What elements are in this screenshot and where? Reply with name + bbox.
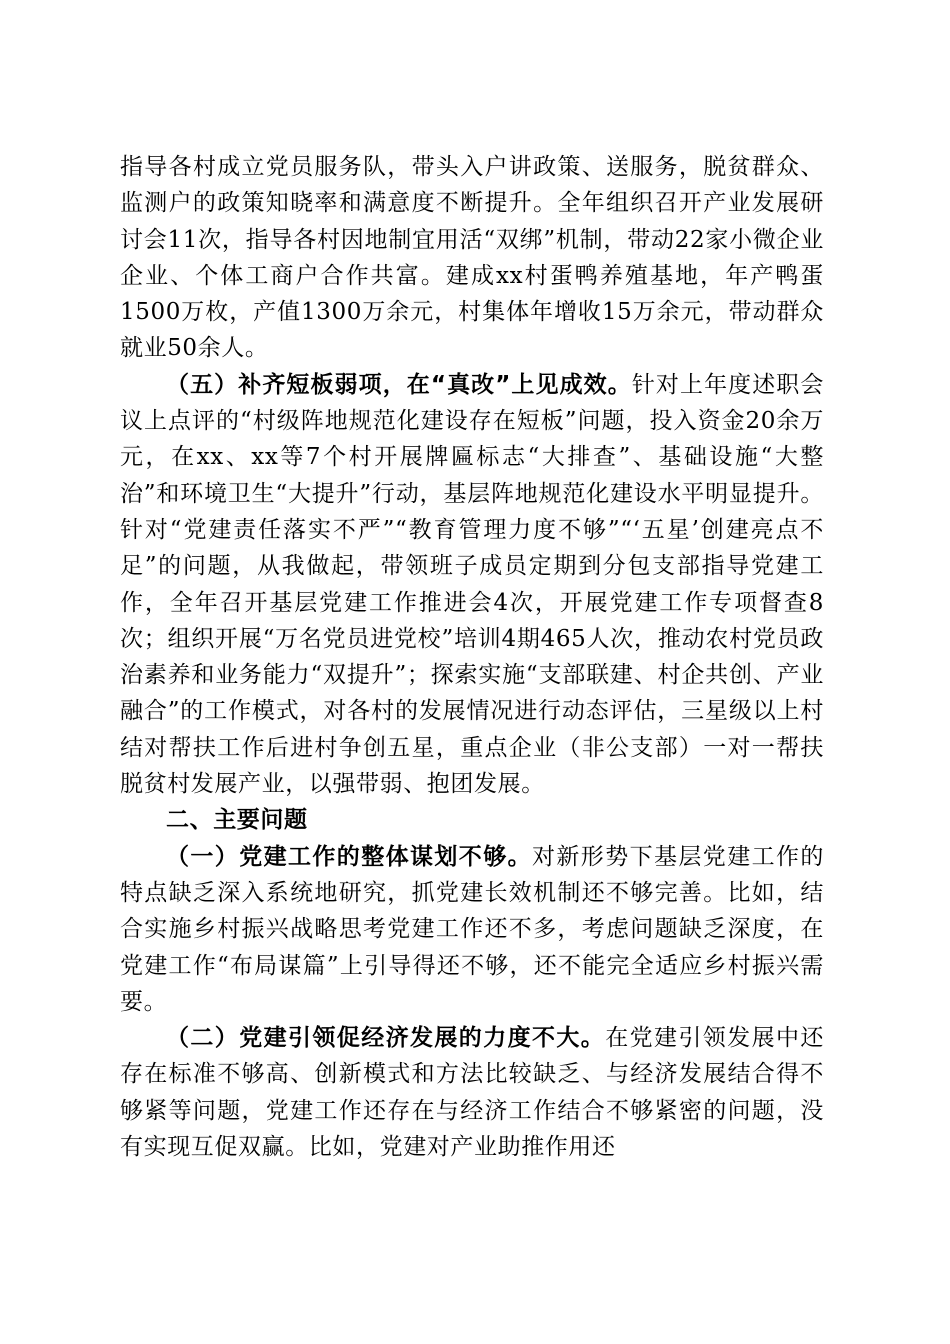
paragraph-continuation [120, 149, 824, 367]
paragraph-lead: （一）党建工作的整体谋划不够。 [166, 843, 532, 870]
paragraph-item-5 [120, 367, 824, 803]
section-heading: 二、主要问题 [166, 807, 308, 834]
paragraph-text: 针对上年度述职会议上点评的“村级阵地规范化建设存在短板”问题，投入资金20余万元，在xx、xx等7个村开展牌匾标志“大排查”、基础设施“大整治”和环境卫生“大提升”行动，基层阵地规范化建设水平明显提升。针对“党建责任落实不严”“教育管理力度不够”“‘五星’创建亮点不足”的问题，从我做起，带领班子成员定期到分包支部指导党建工作，全年召开基层党建工作推进会4次，开展党建工作专项督查8次；组织开展“万名党员进党校”培训4期465人次，推动农村党员政治素养和业务能力“双提升”；探索实施“支部联建、村企共创、产业融合”的工作模式，对各村的发展情况进行动态评估，三星级以上村结对帮扶工作后进村争创五星，重点企业（非公支部）一对一帮扶脱贫村发展产业，以强带弱、抱团发展。 [120, 371, 824, 798]
paragraph-text: 对新形势下基层党建工作的特点缺乏深入系统地研究，抓党建长效机制还不够完善。比如，结合实施乡村振兴战略思考党建工作还不多，考虑问题缺乏深度，在党建工作“布局谋篇”上引导得还不够，还不能完全适应乡村振兴需要。 [120, 843, 824, 1015]
paragraph-item-2 [120, 1020, 824, 1165]
paragraph-lead: （五）补齐短板弱项，在“真改”上见成效。 [166, 371, 632, 398]
paragraph-lead: （二）党建引领促经济发展的力度不大。 [166, 1025, 606, 1052]
paragraph-item-1 [120, 839, 824, 1020]
paragraph-text: 在党建引领发展中还存在标准不够高、创新模式和方法比较缺乏、与经济发展结合得不够紧等问题，党建工作还存在与经济工作结合不够紧密的问题，没有实现互促双赢。比如，党建对产业助推作用还 [120, 1025, 824, 1161]
paragraph-text: 指导各村成立党员服务队，带头入户讲政策、送服务，脱贫群众、监测户的政策知晓率和满意度不断提升。全年组织召开产业发展研讨会11次，指导各村因地制宜用活“双绑”机制，带动22家小微企业企业、个体工商户合作共富。建成xx村蛋鸭养殖基地，年产鸭蛋1500万枚，产值1300万余元，村集体年增收15万余元，带动群众就业50余人。 [120, 154, 824, 362]
document-body [120, 149, 824, 1165]
